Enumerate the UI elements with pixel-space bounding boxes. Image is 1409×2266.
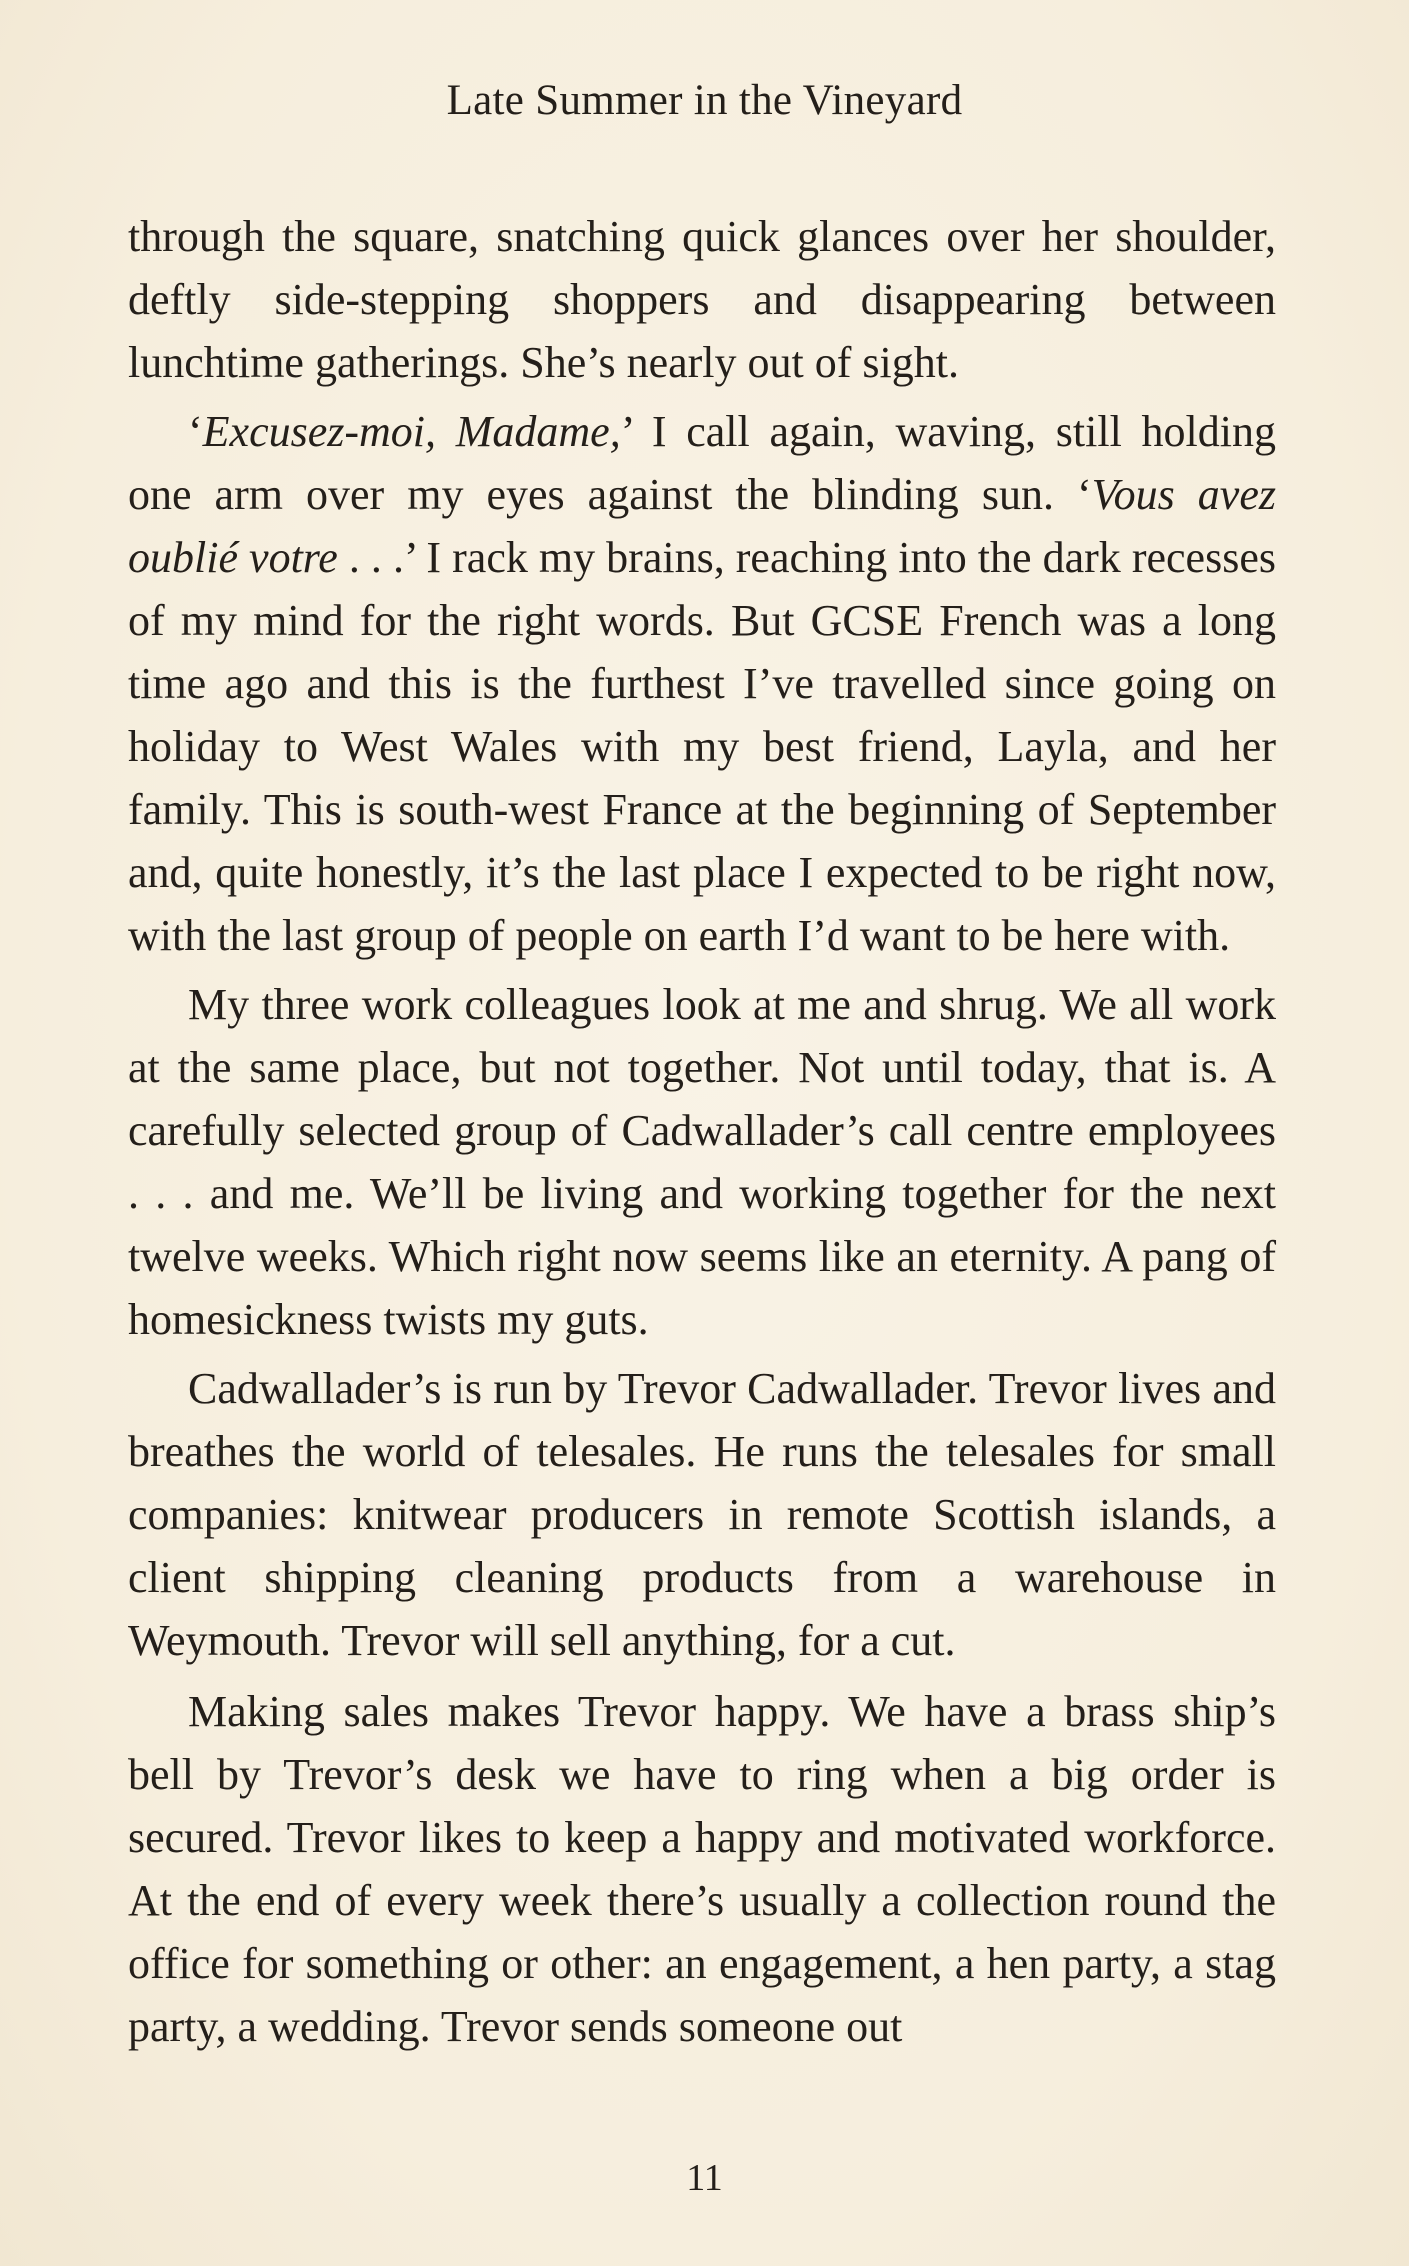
italic-text-segment: Vous avez oublié votre — [128, 470, 1276, 582]
paragraph — [128, 205, 1276, 394]
paragraph — [128, 1680, 1276, 2058]
text-segment: ‘ — [188, 407, 203, 456]
text-segment: ’ I call again, waving, still holding one arm over my eyes against the blinding sun. ‘ — [128, 407, 1276, 519]
text-segment: through the square, snatching quick glances over her shoulder, deftly side-stepping shoppers and disappearing between lunchtime gatherings. She’s nearly out of sight. — [128, 212, 1276, 387]
paragraph — [128, 1357, 1276, 1672]
running-head: Late Summer in the Vineyard — [446, 77, 963, 124]
text-segment: My three work colleagues look at me and shrug. We all work at the same place, but not together. Not until today, that is. A carefully selected group of Cadwallader’s call centre employees . . . and me. We’ll be living and working together for the next twelve weeks. Which right now seems like an eternity. A pang of homesickness twists my guts. — [128, 980, 1276, 1344]
page-number: 11 — [686, 2157, 723, 2199]
paragraph — [128, 973, 1276, 1351]
italic-text-segment: Excusez-moi, Madame, — [202, 407, 621, 456]
text-segment: . . .’ I rack my brains, reaching into the dark recesses of my mind for the right words. But GCSE French was a long time ago and this is the furthest I’ve travelled since going on holiday to West Wales with my best friend, Layla, and her family. This is south-west France at the beginning of September and, quite honestly, it’s the last place I expected to be right now, with the last group of people on earth I’d want to be here with. — [128, 533, 1276, 960]
text-segment: Cadwallader’s is run by Trevor Cadwallader. Trevor lives and breathes the world of telesales. He runs the telesales for small companies: knitwear producers in remote Scottish islands, a client shipping cleaning products from a warehouse in Weymouth. Trevor will sell anything, for a cut. — [128, 1364, 1276, 1665]
paragraph — [128, 400, 1276, 967]
body-text — [128, 205, 1276, 2058]
text-segment: Making sales makes Trevor happy. We have a brass ship’s bell by Trevor’s desk we have to ring when a big order is secured. Trevor likes to keep a happy and motivated workforce. At the end of every week there’s usually a collection round the office for something or other: an engagement, a hen party, a stag party, a wedding. Trevor sends someone out — [128, 1687, 1276, 2051]
